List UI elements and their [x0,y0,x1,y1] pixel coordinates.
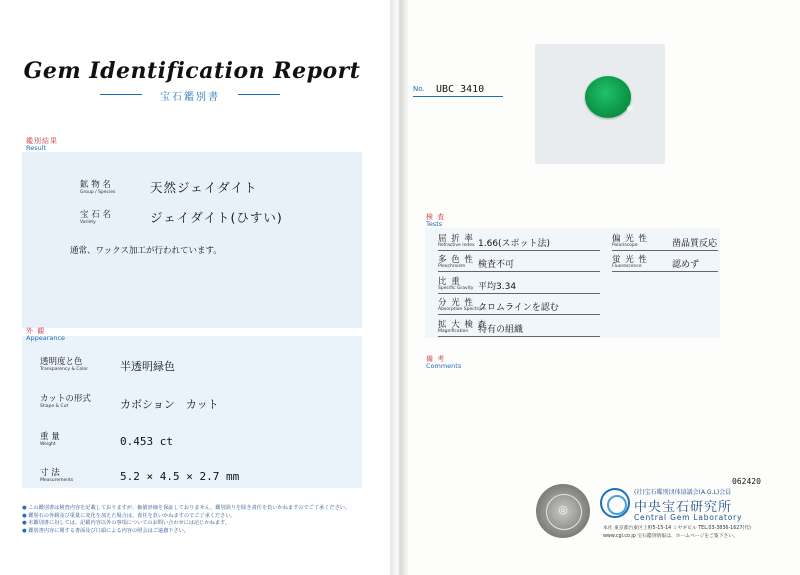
cgl-logo-inner-icon [607,495,627,515]
lab-name-en: Central Gem Laboratory [634,513,743,522]
report-title: Gem Identification Report [23,58,361,84]
pleochroism-label: 多 色 性 [438,255,474,265]
serial-number: 062420 [732,477,761,486]
disclaimer [22,505,362,535]
polariscope-label-en: Polariscope [612,243,638,248]
disclaimer-line: ● 鑑別書内容に関する書面及び口頭による内容の照会はご遠慮下さい。 [22,527,190,534]
row-rule [612,250,718,251]
report-number: UBC 3410 [436,84,485,95]
color-label: 透明度と色 [40,357,83,367]
book-gutter [390,0,408,575]
color-label-en: Transparency & Color [40,367,89,372]
weight-label: 重 量 [40,432,60,442]
weight-value: 0.453 ct [120,435,173,448]
result-heading-ja: 鑑別結果 [26,137,58,145]
fluorescence-label: 蛍 光 性 [612,255,648,265]
fluorescence-value: 認めず [672,260,700,270]
variety-value: ジェイダイト(ひすい) [150,210,283,225]
report-subtitle-wrap [100,88,280,103]
disclaimer-line: ● 鑑別石の外観及び重量に変化を加えた場合は、責任を負いかねますのでご了承ください。 [22,512,236,519]
row-rule [438,271,600,272]
seal-logo-icon: ◎ [558,503,568,516]
appearance-heading-en: Appearance [26,334,66,342]
species-label: 鉱 物 名 [80,180,111,190]
measure-value: 5.2 × 4.5 × 2.7 mm [120,470,240,483]
row-rule [438,250,600,251]
subtitle-rule-right [238,94,280,95]
specific-gravity-value: 平均3.34 [478,282,517,292]
row-rule [438,314,600,315]
cut-value: カボション カット [120,398,219,411]
specific-gravity-label-en: Specific Gravity [438,286,474,291]
result-heading-en: Result [26,144,47,152]
polariscope-label: 偏 光 性 [612,234,648,244]
report-subtitle: 宝石鑑別書 [160,92,220,103]
row-rule [612,271,718,272]
gem-highlight [627,106,633,111]
refractive-index-label-en: Refractive Index [438,243,475,248]
appearance-heading-ja: 外 観 [26,327,46,335]
refractive-index-value: 1.66(スポット法) [478,239,551,249]
variety-label: 宝 石 名 [80,210,111,220]
refractive-index-label: 屈 折 率 [438,234,474,244]
lab-address: 本社 東京都台東区上野5-15-14 ミヤギビル TEL.03-3836-1627(代) [603,526,751,531]
pleochroism-label-en: Pleochroism [438,264,466,269]
jadeite-cabochon-image [585,76,631,118]
specific-gravity-label: 比 重 [438,277,461,287]
tests-heading-ja: 検 査 [426,213,446,221]
comments-heading-en: Comments [426,362,462,370]
variety-label-en: Variety [80,220,96,225]
treatment-note: 通常、ワックス加工が行われています。 [70,246,222,256]
species-value: 天然ジェイダイト [150,180,258,195]
magnification-label: 拡 大 検 査 [438,320,488,330]
comments-heading-ja: 備 考 [426,355,446,363]
color-value: 半透明緑色 [120,360,175,373]
lab-website: www.cgl.co.jp 宝石鑑別情報は、ホームページをご覧下さい。 [603,534,738,539]
measure-label-en: Measurements [40,478,74,483]
disclaimer-line: ● この鑑別書は検査内容を記載しておりますが、価値評価を保証しておりません。鑑別誤りを除き責任を負いかねますのでご了承ください。 [22,505,351,511]
absorption-spectrum-value: クロムラインを認む [478,303,559,313]
cut-label-en: Shape & Cut [40,404,69,409]
magnification-value: 特有の組織 [478,325,524,335]
tests-heading-en: Tests [426,220,443,228]
row-rule [438,293,600,294]
cut-label: カットの形式 [40,394,91,404]
species-label-en: Group / Species [80,190,116,195]
report-number-rule [413,96,503,97]
measure-label: 寸 法 [40,468,60,478]
report-number-label: No. [413,85,425,93]
magnification-label-en: Magnification [438,329,469,334]
absorption-spectrum-label: 分 光 性 [438,298,474,308]
lab-name-ja: 中央宝石研究所 [634,500,733,515]
absorption-spectrum-label-en: Absorption Spectrum [438,307,486,312]
polariscope-value: 凿晶質反応 [672,239,718,249]
fluorescence-label-en: Fluorescence [612,264,642,269]
disclaimer-line: ● 本鑑別書に対しては、記載内容以外の事項についてのお問い合わせには応じかねます。 [22,520,230,526]
lab-association: (社)宝石鑑別団体協議会(A.G.L)会員 [634,489,732,496]
subtitle-rule-left [100,94,142,95]
weight-label-en: Weight [40,442,56,447]
row-rule [438,336,600,337]
pleochroism-value: 検査不可 [478,260,515,270]
